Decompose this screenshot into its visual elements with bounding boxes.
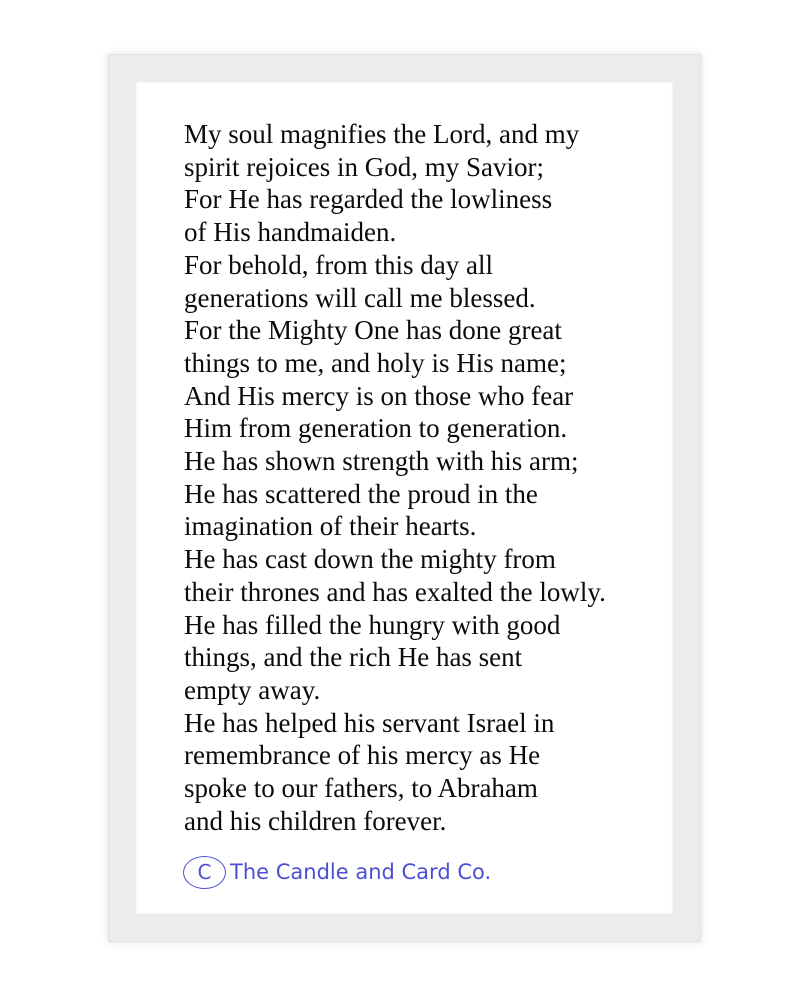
prayer-line: and his children forever. bbox=[184, 805, 447, 836]
prayer-line: their thrones and has exalted the lowly. bbox=[184, 576, 606, 607]
prayer-line: For He has regarded the lowliness bbox=[184, 184, 553, 215]
prayer-line: And His mercy is on those who fear bbox=[184, 380, 574, 411]
prayer-line: empty away. bbox=[184, 674, 321, 705]
prayer-line: He has shown strength with his arm; bbox=[184, 446, 579, 477]
prayer-line: He has scattered the proud in the bbox=[184, 478, 538, 509]
prayer-text bbox=[184, 118, 606, 837]
publisher-name: The Candle and Card Co. bbox=[230, 860, 492, 884]
prayer-line: For behold, from this day all bbox=[184, 249, 493, 280]
prayer-line: For the Mighty One has done great bbox=[184, 315, 562, 346]
prayer-line: things to me, and holy is His name; bbox=[184, 347, 567, 378]
prayer-line: imagination of their hearts. bbox=[184, 511, 477, 542]
prayer-line: of His handmaiden. bbox=[184, 217, 397, 248]
copyright-circle-icon: C bbox=[183, 856, 226, 889]
prayer-line: generations will call me blessed. bbox=[184, 282, 536, 313]
publisher-credit bbox=[183, 853, 491, 891]
prayer-line: things, and the rich He has sent bbox=[184, 642, 523, 673]
prayer-line: spoke to our fathers, to Abraham bbox=[184, 773, 538, 804]
prayer-line: He has filled the hungry with good bbox=[184, 609, 561, 640]
prayer-line: He has helped his servant Israel in bbox=[184, 707, 555, 738]
prayer-line: remembrance of his mercy as He bbox=[184, 740, 541, 771]
prayer-line: My soul magnifies the Lord, and my bbox=[184, 119, 580, 149]
prayer-line: He has cast down the mighty from bbox=[184, 544, 556, 575]
prayer-line: Him from generation to generation. bbox=[184, 413, 568, 444]
prayer-line: spirit rejoices in God, my Savior; bbox=[184, 151, 544, 182]
